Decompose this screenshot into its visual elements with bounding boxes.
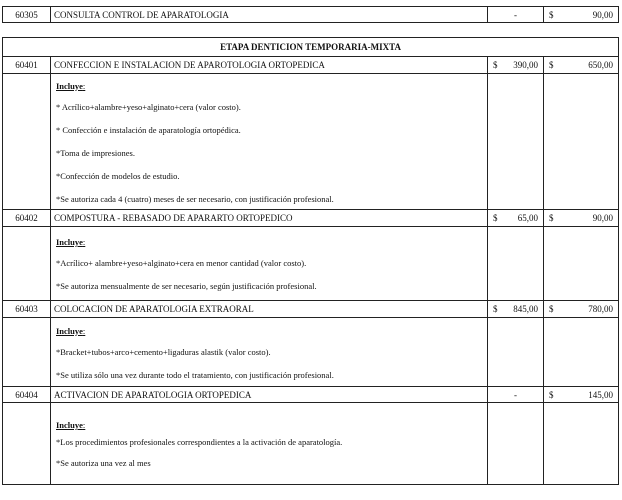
- detail-line: *Toma de impresiones.: [56, 147, 135, 158]
- item-description: CONFECCION E INSTALACION DE APAROTOLOGIA ORTOPEDICA: [51, 57, 488, 74]
- item-amount-2: $ 650,00: [544, 57, 619, 74]
- detail-line: *Se utiliza sólo una vez durante todo el tratamiento, con justificación profesional.: [56, 369, 334, 380]
- item-description: COMPOSTURA - REBASADO DE APARARTO ORTOPEDICO: [51, 210, 488, 227]
- item-amount-2: $ 90,00: [544, 210, 619, 227]
- row-amount-1: -: [488, 7, 544, 23]
- item-description: COLOCACION DE APARATOLOGIA EXTRAORAL: [51, 301, 488, 318]
- currency-symbol: $: [549, 9, 554, 20]
- item-amount-1: -: [488, 387, 544, 403]
- detail-line: * Acrílico+alambre+yeso+alginato+cera (valor costo).: [56, 101, 241, 112]
- detail-line: * Confección e instalación de aparatología ortopédica.: [56, 124, 241, 135]
- item-detail-row: [3, 74, 619, 210]
- item-code: 60404: [3, 387, 51, 403]
- detail-line: *Bracket+tubos+arco+cemento+ligaduras alastik (valor costo).: [56, 346, 271, 357]
- item-amount-2: $ 780,00: [544, 301, 619, 318]
- includes-label: Incluye: [56, 420, 83, 430]
- main-table: [2, 37, 619, 485]
- item-amount-1: $ 65,00: [488, 210, 544, 227]
- item-amount-2: $ 145,00: [544, 387, 619, 403]
- item-code: 60402: [3, 210, 51, 227]
- detail-line: *Confección de modelos de estudio.: [56, 170, 180, 181]
- detail-line: *Se autoriza mensualmente de ser necesario, según justificación profesional.: [56, 281, 317, 291]
- item-description: ACTIVACION DE APARATOLOGIA ORTOPEDICA: [51, 387, 488, 403]
- table-row: [3, 387, 619, 403]
- includes-label: Incluye: [56, 325, 83, 336]
- row-code: 60305: [3, 7, 51, 23]
- table-row: [3, 57, 619, 74]
- includes-label: Incluye: [56, 237, 83, 247]
- item-amount-1: $ 390,00: [488, 57, 544, 74]
- item-detail: Incluye: * Acrílico+alambre+yeso+alginato+cera (valor costo). * Confección e instalación de aparatología ortopédica. *Toma de impresiones. *Confección de modelos de estudio. *Se autoriza cada 4 (cuatro) meses de ser necesario, con justificación profesional.: [51, 74, 488, 210]
- item-code: 60403: [3, 301, 51, 318]
- item-detail-row: [3, 318, 619, 387]
- item-detail: Incluye: *Bracket+tubos+arco+cemento+ligaduras alastik (valor costo). *Se utiliza sólo una vez durante todo el tratamiento, con justificación profesional.: [51, 318, 488, 387]
- item-detail: Incluye: *Acrílico+ alambre+yeso+alginato+cera en menor cantidad (valor costo). *Se autoriza mensualmente de ser necesario, según justificación profesional.: [51, 227, 488, 301]
- detail-line: *Se autoriza una vez al mes: [56, 458, 151, 468]
- table-row: [3, 301, 619, 318]
- section-title: ETAPA DENTICION TEMPORARIA-MIXTA: [3, 38, 619, 57]
- top-table: [2, 6, 619, 23]
- detail-line: *Acrílico+ alambre+yeso+alginato+cera en menor cantidad (valor costo).: [56, 258, 307, 268]
- detail-line: *Los procedimientos profesionales correspondientes a la activación de aparatología.: [56, 437, 343, 447]
- item-code: 60401: [3, 57, 51, 74]
- includes-label: Incluye: [56, 80, 83, 91]
- item-amount-1: $ 845,00: [488, 301, 544, 318]
- item-detail-row: [3, 227, 619, 301]
- table-row: [3, 210, 619, 227]
- section-header-row: [3, 38, 619, 57]
- row-description: CONSULTA CONTROL DE APARATOLOGIA: [51, 7, 488, 23]
- item-detail-row: [3, 403, 619, 485]
- detail-line: *Se autoriza cada 4 (cuatro) meses de ser necesario, con justificación profesional.: [56, 193, 334, 204]
- row-amount-2: $ 90,00: [544, 7, 619, 23]
- item-detail: Incluye: *Los procedimientos profesionales correspondientes a la activación de aparatología. *Se autoriza una vez al mes: [51, 403, 488, 485]
- table-row: [3, 7, 619, 23]
